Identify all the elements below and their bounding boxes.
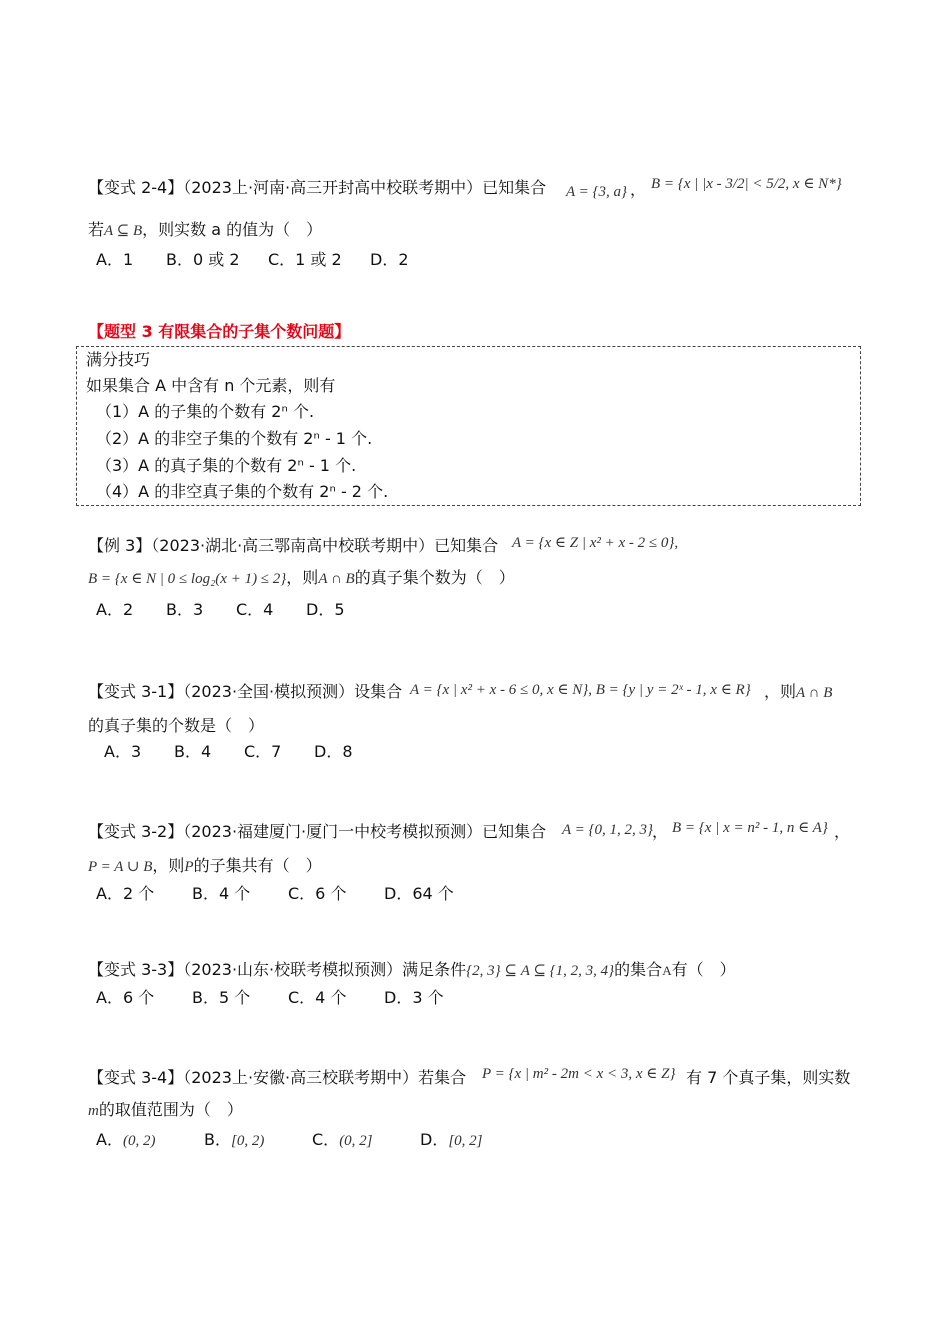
- ex3-source: （2023·湖北·高三鄂南高中校联考期中）已知集合: [151, 536, 499, 555]
- q2-4-option-d[interactable]: D．2: [370, 250, 409, 269]
- q3-4-option-d-value: [0, 2]: [448, 1133, 483, 1149]
- ex3-line2-post: 的真子集个数为（ ）: [354, 568, 515, 587]
- ex3-line2-mid: ，则: [286, 568, 319, 587]
- q2-4-option-c[interactable]: C．1 或 2: [268, 250, 342, 269]
- tips-intro: 如果集合 A 中含有 n 个元素，则有: [86, 376, 336, 395]
- q3-1-tag: 【变式 3-1】: [88, 682, 184, 701]
- q2-4-line2: [88, 220, 322, 241]
- q3-2-line2: [88, 856, 322, 877]
- q3-4-option-a-value: (0, 2): [122, 1133, 156, 1149]
- q3-3-option-a[interactable]: A．6 个: [96, 988, 155, 1007]
- ex3-options: [96, 600, 345, 620]
- q3-1-mid: ，则: [764, 682, 797, 701]
- q3-4-option-b-value: [0, 2): [230, 1133, 265, 1149]
- q3-3-options: [96, 988, 444, 1008]
- q2-4-option-b[interactable]: B．0 或 2: [166, 250, 240, 269]
- q3-2-line2-post: 的子集共有（ ）: [193, 856, 322, 875]
- q3-2-line2-mid: ，则: [152, 856, 185, 875]
- q3-1-source: （2023·全国·模拟预测）设集合: [183, 682, 403, 701]
- q2-4-line2-pre: 若: [88, 220, 105, 239]
- ex3-option-d[interactable]: D．5: [306, 600, 345, 619]
- tips-item-1: （1）A 的子集的个数有 2ⁿ 个.: [96, 402, 315, 421]
- q3-1-line1: [88, 682, 402, 702]
- q2-4-tag: 【变式 2-4】: [88, 178, 184, 197]
- q3-3-option-d[interactable]: D．3 个: [384, 988, 444, 1007]
- q2-4-line2-post: ，则实数 a 的值为（ ）: [142, 220, 323, 239]
- tips-item-2: （2）A 的非空子集的个数有 2ⁿ - 1 个.: [96, 429, 373, 448]
- q3-2-options: [96, 884, 454, 904]
- tips-title: 满分技巧: [86, 350, 151, 369]
- q3-4-options: [96, 1130, 483, 1151]
- q3-4-option-a-label: A．: [96, 1130, 123, 1149]
- q3-1-options: [104, 742, 353, 762]
- ex3-option-c[interactable]: C．4: [236, 600, 274, 619]
- q2-4-option-a[interactable]: A．1: [96, 250, 134, 269]
- ex3-option-b[interactable]: B．3: [166, 600, 204, 619]
- q2-4-line1: [88, 178, 546, 198]
- q3-3-option-c[interactable]: C．4 个: [288, 988, 347, 1007]
- q2-4-cond: A ⊆ B: [104, 223, 143, 239]
- q2-4-set-a: A = {3, a}: [566, 184, 628, 200]
- q3-2-set-p: P = A ∪ B: [88, 859, 153, 875]
- q2-4-options: [96, 250, 409, 270]
- q3-3-line1: [88, 960, 736, 981]
- q3-4-var: m: [88, 1103, 99, 1119]
- q3-2-set-a: A = {0, 1, 2, 3}: [562, 822, 654, 838]
- ex3-set-b: B = {x ∈ N | 0 ≤ log₂(x + 1) ≤ 2}: [88, 571, 287, 587]
- q3-4-source: （2023上·安徽·高三校联考期中）若集合: [183, 1068, 467, 1087]
- q2-4-set-b: B = {x | |x - 3/2| < 5/2, x ∈ N*}: [651, 176, 842, 192]
- q3-4-tag: 【变式 3-4】: [88, 1068, 184, 1087]
- q3-3-post: 有（ ）: [671, 960, 736, 979]
- q3-1-option-a[interactable]: A．3: [104, 742, 142, 761]
- q3-2-option-d[interactable]: D．64 个: [384, 884, 454, 903]
- q3-3-option-b[interactable]: B．5 个: [192, 988, 251, 1007]
- q3-4-option-b[interactable]: [204, 1130, 312, 1151]
- q3-1-line2: 的真子集的个数是（ ）: [88, 716, 265, 735]
- q3-4-line1: [88, 1068, 466, 1088]
- q3-4-option-c-label: C．: [312, 1130, 340, 1149]
- q3-2-set-b: B = {x | x = n² - 1, n ∈ A}: [672, 820, 828, 836]
- q3-2-tag: 【变式 3-2】: [88, 822, 184, 841]
- ex3-line2: [88, 568, 515, 589]
- q3-1-option-c[interactable]: C．7: [244, 742, 282, 761]
- q3-2-comma: ，: [652, 822, 669, 841]
- ex3-option-a[interactable]: A．2: [96, 600, 134, 619]
- q3-1-option-d[interactable]: D．8: [314, 742, 353, 761]
- q2-4-source: （2023上·河南·高三开封高中校联考期中）已知集合: [183, 178, 547, 197]
- q3-4-option-d[interactable]: [420, 1130, 483, 1151]
- ex3-expr: A ∩ B: [318, 571, 355, 587]
- q3-2-var: P: [184, 859, 194, 875]
- ex3-tag: 【例 3】: [88, 536, 152, 555]
- q3-4-line2-text: 的取值范围为（ ）: [98, 1100, 243, 1119]
- q3-4-set-p: P = {x | m² - 2m < x < 3, x ∈ Z}: [482, 1066, 676, 1082]
- tips-item-3: （3）A 的真子集的个数有 2ⁿ - 1 个.: [96, 456, 357, 475]
- q3-2-option-b[interactable]: B．4 个: [192, 884, 251, 903]
- q3-3-source: （2023·山东·校联考模拟预测）满足条件: [183, 960, 467, 979]
- q3-2-comma2: ，: [834, 822, 851, 841]
- tips-item-4: （4）A 的非空真子集的个数有 2ⁿ - 2 个.: [96, 482, 389, 501]
- q3-3-cond: {2, 3} ⊆ A ⊆ {1, 2, 3, 4}: [466, 963, 615, 979]
- section-title: 【题型 3 有限集合的子集个数问题】: [88, 322, 351, 341]
- q2-4-comma: ，: [630, 180, 647, 199]
- q3-4-post: 有 7 个真子集，则实数: [686, 1068, 851, 1087]
- q3-4-option-a[interactable]: [96, 1130, 204, 1151]
- q3-1-mid-line: [764, 682, 832, 703]
- ex3-line1: [88, 536, 498, 556]
- q3-3-tag: 【变式 3-3】: [88, 960, 184, 979]
- q3-2-line1: [88, 822, 546, 842]
- q3-4-line2: [88, 1100, 243, 1121]
- q3-3-mid: 的集合: [614, 960, 663, 979]
- q3-4-option-c[interactable]: [312, 1130, 420, 1151]
- q3-1-expr: A ∩ B: [796, 685, 833, 701]
- q3-1-option-b[interactable]: B．4: [174, 742, 212, 761]
- q3-4-option-c-value: (0, 2]: [339, 1133, 373, 1149]
- q3-3-var: A: [662, 963, 672, 978]
- q3-4-option-d-label: D．: [420, 1130, 449, 1149]
- q3-1-sets: A = {x | x² + x - 6 ≤ 0, x ∈ N}, B = {y | y = 2ˣ - 1, x ∈ R}: [410, 682, 751, 698]
- ex3-set-a: A = {x ∈ Z | x² + x - 2 ≤ 0},: [512, 535, 679, 551]
- q3-2-option-a[interactable]: A．2 个: [96, 884, 155, 903]
- q3-4-option-b-label: B．: [204, 1130, 231, 1149]
- q3-2-option-c[interactable]: C．6 个: [288, 884, 347, 903]
- q3-2-source: （2023·福建厦门·厦门一中校考模拟预测）已知集合: [183, 822, 547, 841]
